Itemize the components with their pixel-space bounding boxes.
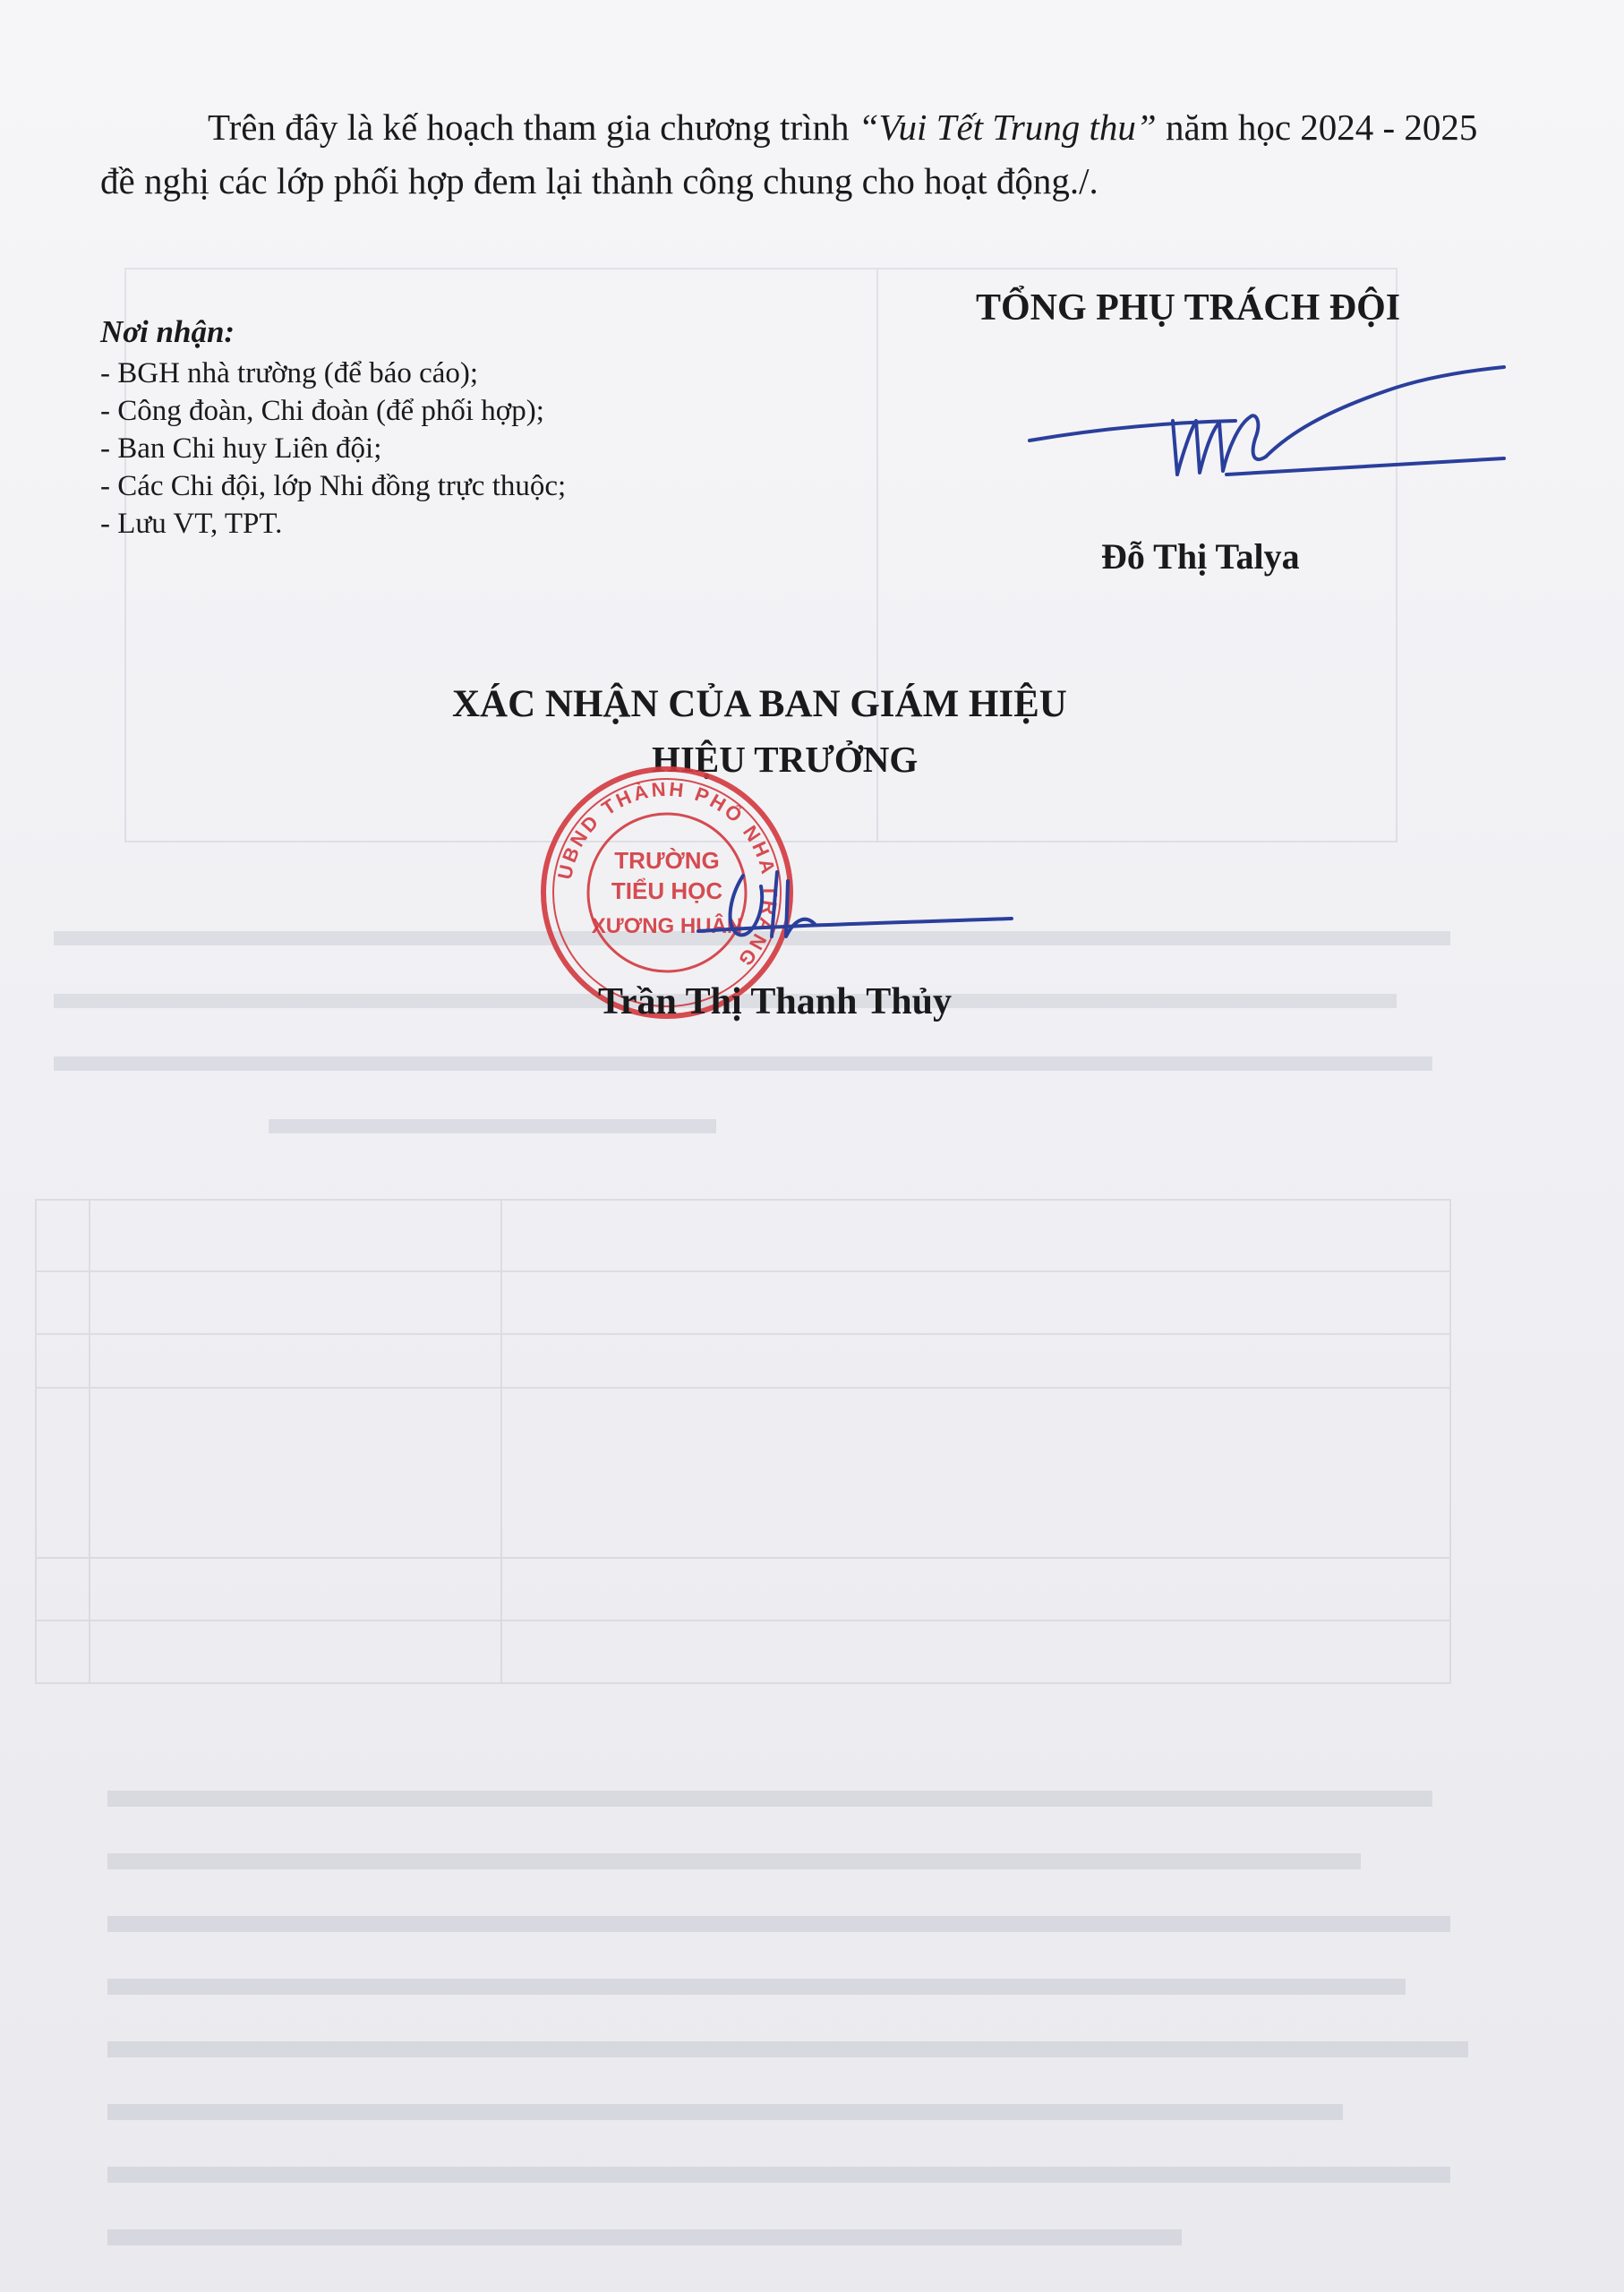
program-name: “Vui Tết Trung thu”: [858, 107, 1157, 148]
principal-signature: [680, 860, 1021, 958]
svg-text:UBND THÀNH PHỐ NHA TRANG: UBND THÀNH PHỐ NHA TRANG: [552, 777, 782, 973]
leader-title: TỔNG PHỤ TRÁCH ĐỘI: [976, 287, 1401, 329]
svg-text:TRƯỜNG: TRƯỜNG: [614, 847, 720, 874]
recipients-block: [100, 313, 906, 543]
intro-rest: năm học 2024 - 2025 đề nghị các lớp phối hợp đem lại thành công chung cho hoạt động./.: [100, 107, 1478, 201]
recipient-item: - Lưu VT, TPT.: [100, 508, 283, 540]
recipients-title: Nơi nhận:: [100, 314, 235, 349]
svg-text:TIỂU HỌC: TIỂU HỌC: [611, 877, 723, 904]
svg-text:XƯƠNG HUÂN: XƯƠNG HUÂN: [591, 914, 743, 938]
principal-role: HIỆU TRƯỞNG: [652, 739, 919, 780]
confirmation-title: XÁC NHẬN CỦA BAN GIÁM HIỆU: [452, 683, 1067, 725]
intro-lead: Trên đây là kế hoạch tham gia chương trình: [208, 107, 859, 148]
leader-name: Đỗ Thị Talya: [1101, 536, 1300, 577]
recipient-item: - BGH nhà trường (để báo cáo);: [100, 357, 479, 389]
recipient-item: - Công đoàn, Chi đoàn (để phối hợp);: [100, 395, 544, 427]
principal-name: Trần Thị Thanh Thủy: [598, 981, 952, 1022]
leader-signature: [1021, 358, 1522, 519]
recipient-item: - Ban Chi huy Liên đội;: [100, 432, 382, 465]
closing-paragraph: [100, 100, 1497, 208]
recipient-item: - Các Chi đội, lớp Nhi đồng trực thuộc;: [100, 470, 567, 502]
